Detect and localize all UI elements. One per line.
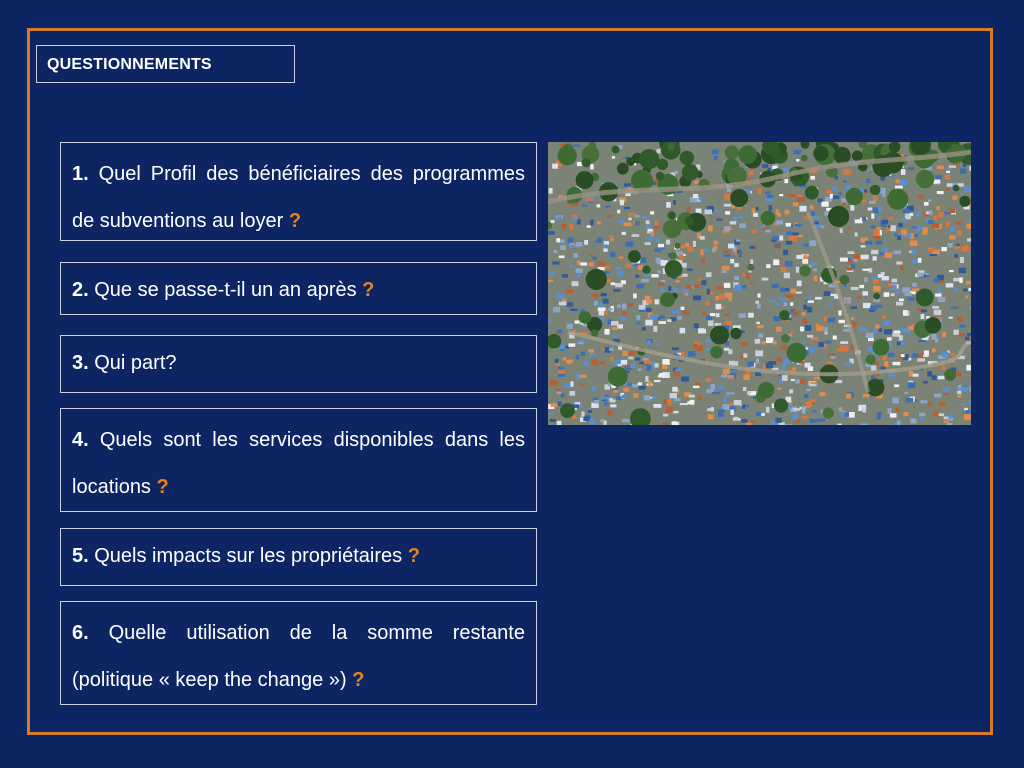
- question-mark: ?: [352, 669, 365, 691]
- question-number: 1.: [72, 163, 89, 185]
- question-text: Quel Profil des bénéficiaires des programmes de subventions au loyer: [72, 163, 525, 232]
- question-box-2: [60, 262, 537, 315]
- question-number: 3.: [72, 352, 89, 374]
- question-number: 4.: [72, 429, 89, 451]
- question-mark: ?: [156, 476, 169, 498]
- question-mark: ?: [362, 279, 375, 301]
- question-text: Qui part?: [88, 352, 177, 374]
- question-number: 5.: [72, 545, 89, 567]
- question-text: Quelle utilisation de la somme restante (politique « keep the change »): [72, 622, 525, 691]
- question-text: Quels impacts sur les propriétaires: [88, 545, 408, 567]
- question-text: Quels sont les services disponibles dans les locations: [72, 429, 525, 498]
- aerial-camp-photo: [548, 142, 971, 425]
- slide-title: QUESTIONNEMENTS: [36, 45, 295, 83]
- question-number: 2.: [72, 279, 89, 301]
- question-number: 6.: [72, 622, 89, 644]
- question-mark: ?: [288, 210, 302, 232]
- question-box-3: [60, 335, 537, 393]
- question-mark: ?: [407, 545, 420, 567]
- question-box-5: [60, 528, 537, 586]
- aerial-camp-photo-graphic: [548, 142, 971, 425]
- question-box-1: [60, 142, 537, 241]
- question-box-4: [60, 408, 537, 512]
- question-box-6: [60, 601, 537, 705]
- question-text: Que se passe-t-il un an après: [88, 279, 363, 301]
